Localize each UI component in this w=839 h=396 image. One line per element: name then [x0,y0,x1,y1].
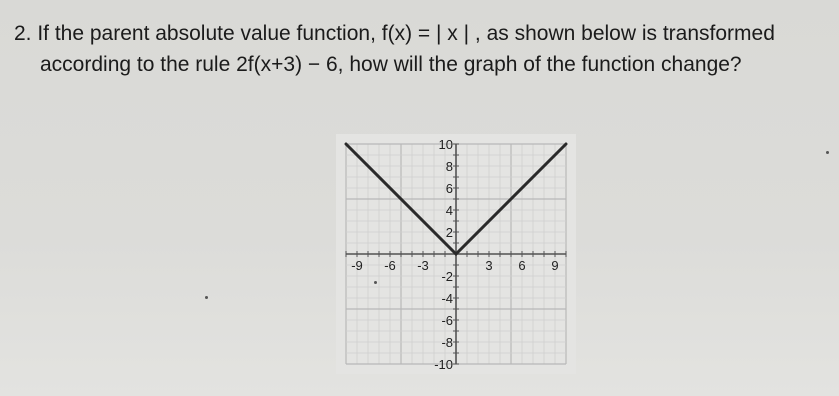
x-tick-label: -9 [351,258,363,273]
x-tick-label: 9 [551,258,559,273]
question-line-1: 2. If the parent absolute value function, f(x) = | x | , as shown below is transformed [14,22,775,45]
x-tick-label: -3 [417,258,429,273]
x-tick-label: 3 [485,258,493,273]
question-line-2: according to the rule 2f(x+3) − 6, how will the graph of the function change? [40,53,742,76]
y-tick-label: -6 [441,313,453,328]
absolute-value-graph [336,134,576,379]
y-tick-label: -8 [441,335,453,350]
x-tick-label: -6 [384,258,396,273]
speck [374,281,377,284]
y-tick-label: -2 [441,269,453,284]
y-tick-label: 6 [445,181,453,196]
speck [205,296,208,299]
speck [826,151,829,154]
x-tick-label: 6 [518,258,526,273]
question-text [14,18,829,80]
y-tick-label: 8 [445,159,453,174]
graph-svg [336,134,576,374]
y-tick-label: 4 [445,203,453,218]
y-tick-label: 2 [445,225,453,240]
y-tick-label: 10 [438,137,453,152]
y-tick-label: -4 [441,291,453,306]
y-tick-label: -10 [434,357,453,372]
